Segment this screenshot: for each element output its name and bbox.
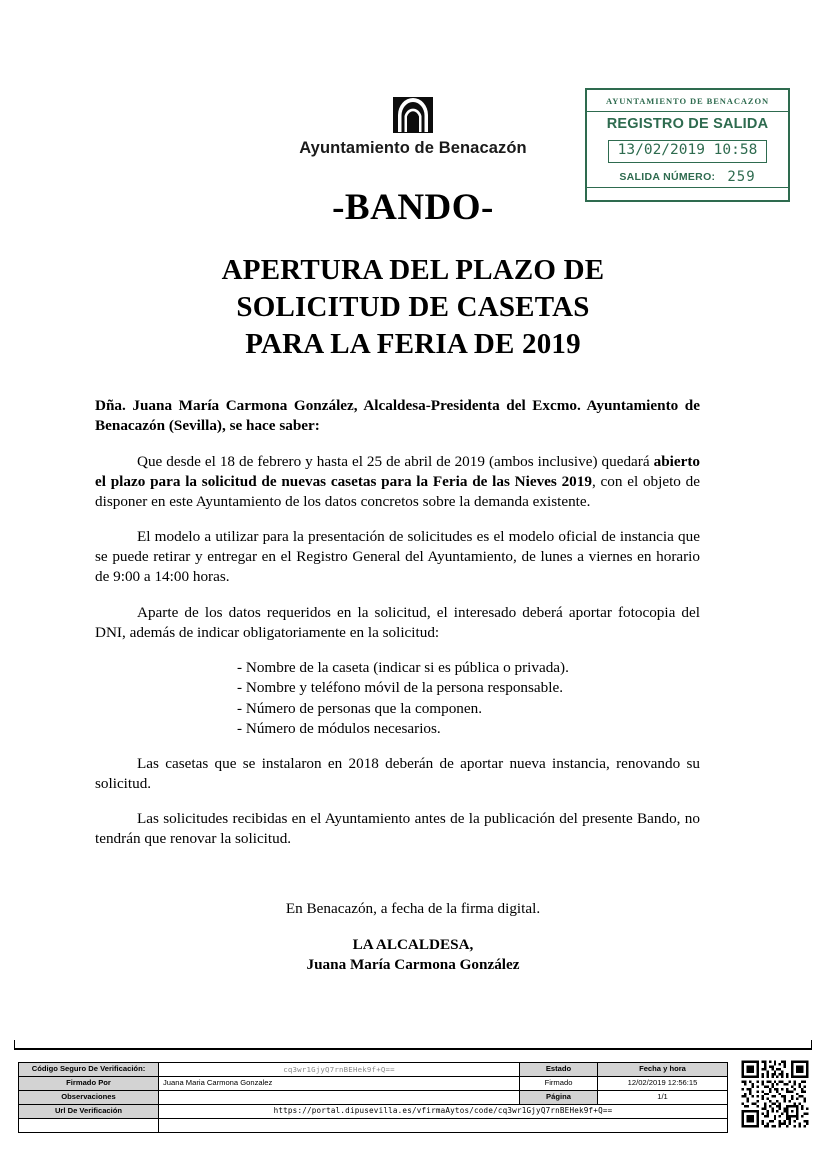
fecha-value: 12/02/2019 12:56:15 (598, 1077, 728, 1091)
paragraph-1-part-2: , con el objeto de disponer en este Ayuntamiento de los datos concretos sobre la demanda existente. (95, 473, 700, 511)
paragraph-4: Las casetas que se instalaron en 2018 deberán de aportar nueva instancia, renovando su solicitud. (95, 754, 700, 792)
paragraph-1-bold: abierto el plazo para la solicitud de nuevas casetas para la Feria de las Nieves 2019 (95, 453, 700, 491)
paragraph-3: Aparte de los datos requeridos en la solicitud, el interesado deberá aportar fotocopia del DNI, además de indicar obligatoriamente en la solicitud: (95, 603, 700, 641)
paragraph-5: Las solicitudes recibidas en el Ayuntamiento antes de la publicación del presente Bando, no tendrán que renovar la solicitud. (95, 809, 700, 847)
qr-code-icon (739, 1058, 811, 1130)
signature-block (0, 935, 826, 975)
estado-value: Firmado (520, 1077, 598, 1091)
url-value: https://portal.dipusevilla.es/vfirmaAytos/code/cq3wr1GjyQ7rnBEHek9f+Q== (159, 1105, 728, 1119)
fecha-header: Fecha y hora (598, 1063, 728, 1077)
letterhead-name: Ayuntamiento de Benacazón (299, 139, 527, 157)
table-row (19, 1063, 728, 1077)
table-row (19, 1077, 728, 1091)
signature-name: Juana María Carmona González (306, 955, 520, 973)
intro-paragraph: Dña. Juana María Carmona González, Alcaldesa-Presidenta del Excmo. Ayuntamiento de Benacazón (Sevilla), se hace saber: (95, 397, 700, 435)
stamp-salida-row (587, 167, 788, 188)
page-title-line-1: APERTURA DEL PLAZO DE (221, 254, 605, 286)
paragraph-1-part-1: Que desde el 18 de febrero y hasta el 25 de abril de 2019 (ambos inclusive) quedará (137, 453, 654, 471)
table-spacer-right (159, 1119, 728, 1133)
firmado-por-label: Firmado Por (19, 1077, 159, 1091)
document-body (95, 396, 700, 864)
list-item: - Nombre de la caseta (indicar si es pública o privada). (237, 658, 569, 676)
firmado-por-value: Juana Maria Carmona Gonzalez (159, 1077, 520, 1091)
footer-rule-tick-right (811, 1040, 812, 1049)
footer-separator-rule (14, 1048, 812, 1050)
list-item: - Número de personas que la componen. (237, 699, 483, 717)
stamp-datetime: 13/02/2019 10:58 (608, 140, 768, 162)
stamp-title: REGISTRO DE SALIDA (606, 116, 769, 132)
requirements-list (95, 658, 700, 740)
table-row (19, 1091, 728, 1105)
paragraph-2: El modelo a utilizar para la presentación de solicitudes es el modelo oficial de instancia que se puede retirar y entregar en el Registro General del Ayuntamiento, de lunes a viernes en horario de 9:00 a 14:00 horas. (95, 528, 700, 586)
table-row-spacer (19, 1119, 728, 1133)
stamp-org-line: AYUNTAMIENTO DE BENACAZON (587, 90, 788, 112)
table-row (19, 1105, 728, 1119)
letterhead (0, 96, 826, 158)
stamp-salida-label: SALIDA NÚMERO: (619, 170, 716, 183)
page-title-line-2: SOLICITUD DE CASETAS (236, 290, 590, 323)
bando-title: -BANDO- (332, 187, 494, 228)
estado-header: Estado (520, 1063, 598, 1077)
csv-value: cq3wr1GjyQ7rnBEHek9f+Q== (159, 1063, 520, 1077)
pagina-value: 1/1 (598, 1091, 728, 1105)
pagina-label: Página (520, 1091, 598, 1105)
observaciones-value (159, 1091, 520, 1105)
arch-crest-icon (392, 96, 434, 134)
paragraph-1 (95, 452, 700, 512)
verification-table (18, 1062, 728, 1133)
page-title-line-3: PARA LA FERIA DE 2019 (245, 327, 581, 360)
stamp-salida-number: 259 (727, 168, 756, 185)
url-label: Url De Verificación (19, 1105, 159, 1119)
observaciones-label: Observaciones (19, 1091, 159, 1105)
page-title (0, 252, 826, 362)
signature-role: LA ALCALDESA, (352, 936, 474, 953)
list-item: - Número de módulos necesarios. (237, 720, 441, 738)
signature-place-date: En Benacazón, a fecha de la firma digital. (285, 900, 541, 917)
list-item: - Nombre y teléfono móvil de la persona responsable. (237, 679, 564, 697)
table-spacer-left (19, 1119, 159, 1133)
qr-code-svg (739, 1058, 811, 1130)
csv-label: Código Seguro De Verificación: (19, 1063, 159, 1077)
